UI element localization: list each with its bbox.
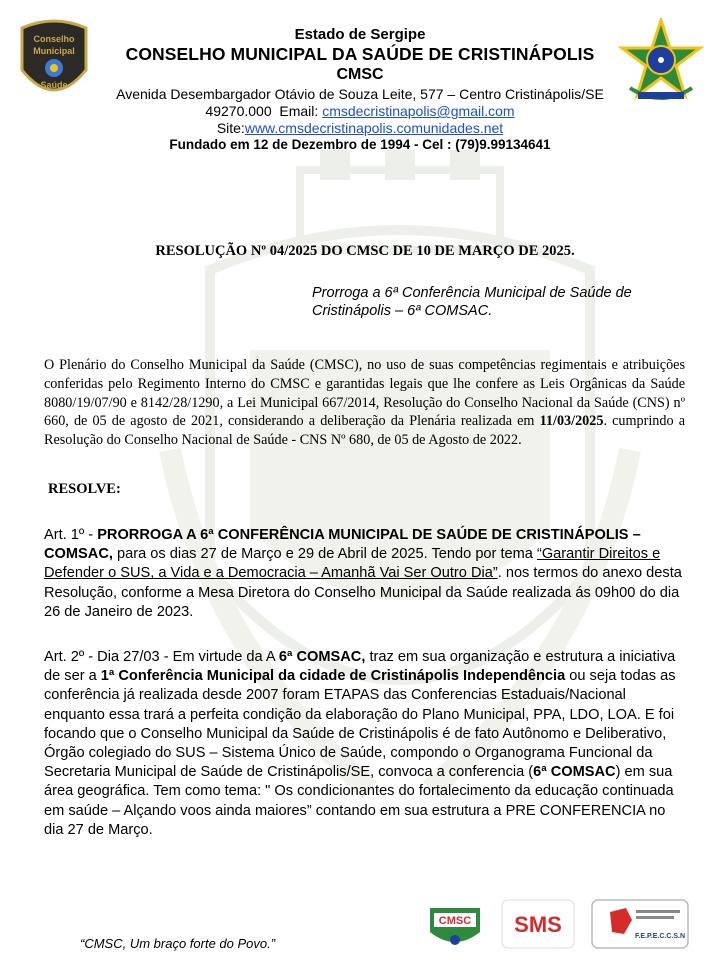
svg-text:Conselho: Conselho xyxy=(33,34,75,44)
cep-email-line xyxy=(70,103,650,120)
art2-text-1: traz em sua organização e estrutura a iniciativa de ser a xyxy=(44,649,676,685)
cep: 49270.000 xyxy=(205,103,272,119)
preamble-paragraph xyxy=(44,356,685,450)
resolution-summary: Prorroga a 6ª Conferência Municipal de Saúde de Cristinápolis – 6ª COMSAC. xyxy=(312,285,632,319)
resolution-title: RESOLUÇÃO Nº 04/2025 DO CMSC DE 10 DE MARÇO DE 2025. xyxy=(155,243,575,259)
article-1 xyxy=(44,526,684,622)
address-line: Avenida Desembargador Otávio de Souza Leite, 577 – Centro Cristinápolis/SE xyxy=(116,86,604,102)
art2-bold-3: 6ª COMSAC xyxy=(533,764,616,781)
fepec-footer-logo xyxy=(590,898,690,950)
contact-block xyxy=(70,86,650,137)
fepec-logo-text: F.E.P.E.C.C.S.N xyxy=(634,933,686,940)
council-name: CONSELHO MUNICIPAL DA SAÚDE DE CRISTINÁPOLIS xyxy=(125,44,595,64)
art1-bold: PRORROGA A 6ª CONFERÊNCIA MUNICIPAL DE SAÚDE DE CRISTINÁPOLIS – COMSAC, xyxy=(44,527,641,563)
email-link[interactable]: cmsdecristinapolis@gmail.com xyxy=(322,103,515,119)
preamble-date: 11/03/2025 xyxy=(539,413,604,430)
state-name: Estado de Sergipe xyxy=(294,26,426,43)
cmsc-logo-text: CMSC xyxy=(438,915,472,927)
art1-theme: “Garantir Direitos e Defender o SUS, a Vida e a Democracia – Amanhã Vai Ser Outro Dia” xyxy=(44,546,661,582)
footer-motto: “CMSC, Um braço forte do Povo.” xyxy=(80,936,276,951)
svg-text:Saúde: Saúde xyxy=(40,80,68,90)
art2-bold-2: 1ª Conferência Municipal da cidade de Cristinápolis Independência xyxy=(100,668,566,685)
sms-footer-logo xyxy=(500,898,576,950)
preamble-text-b: . cumprindo a Resolução do Conselho Nacional de Saúde - CNS Nº 680, de 05 de Agosto de 2022. xyxy=(44,413,686,449)
art1-text: para os dias 27 de Março e 29 de Abril de 2025. Tendo por tema xyxy=(112,546,537,563)
cmsc-footer-logo xyxy=(424,898,486,950)
art2-prefix: Art. 2º - Dia 27/03 - Em virtude da A xyxy=(44,649,279,665)
art1-end: . nos termos do anexo desta Resolução, conforme a Mesa Diretora do Conselho Municipal da Saúde realizada ás 09h00 do dia 26 de Janeiro de 2023. xyxy=(44,565,682,620)
art2-text-2: ou seja todas as conferência já realizada desde 2007 foram ETAPAS das Conferencias Estaduais/Nacional enquanto essa trará a perfeita condição da elaboração do Plano Municipal, PPA, LDO, LOA. E foi focando que o Conselho Municipal da Saúde de Cristinápolis é de fato Autônomo e Deliberativo, Órgão colegiado do SUS – Sistema Único de Saúde, compondo o Organograma Funcional da Secretaria Municipal de Saúde de Cristinápolis/SE, convoca a conferencia ( xyxy=(44,668,676,781)
email-label: Email: xyxy=(279,103,323,119)
site-line xyxy=(70,120,650,137)
sms-logo-text: SMS xyxy=(514,912,562,937)
resolve-heading: RESOLVE: xyxy=(48,481,121,497)
svg-text:Municipal: Municipal xyxy=(33,46,75,56)
site-link[interactable]: www.cmsdecristinapolis.comunidades.net xyxy=(244,120,504,136)
preamble-text-a: O Plenário do Conselho Municipal da Saúde (CMSC), no uso de suas competências regimentais e atribuições conferidas pelo Regimento Interno do CMSC e garantidas legais que lhe confere as Leis Orgânicas da Saúde 8080/19/07/90 e 8142/28/1290, a Lei Municipal 667/2014, Resolução do Conselho Nacional da Saúde (CNS) nº 660, de 05 de agosto de 2021, considerando a deliberação da Plenária realizada em xyxy=(44,357,685,430)
council-abbreviation: CMSC xyxy=(336,66,384,83)
art2-text-3: ) em sua área geográfica. Tem como tema: " Os condicionantes do fortalecimento da educação continuada em saúde – Alçando voos ainda maiores” contando em sua estrutura a PRE CONFERENCIA no dia 27 de Março. xyxy=(44,764,674,838)
art2-bold-1: 6ª COMSAC, xyxy=(278,649,366,665)
article-2 xyxy=(44,648,684,840)
site-label: Site: xyxy=(216,120,245,136)
art1-prefix: Art. 1º - xyxy=(44,527,98,543)
founded-line: Fundado em 12 de Dezembro de 1994 - Cel : (79)9.99134641 xyxy=(169,137,551,152)
